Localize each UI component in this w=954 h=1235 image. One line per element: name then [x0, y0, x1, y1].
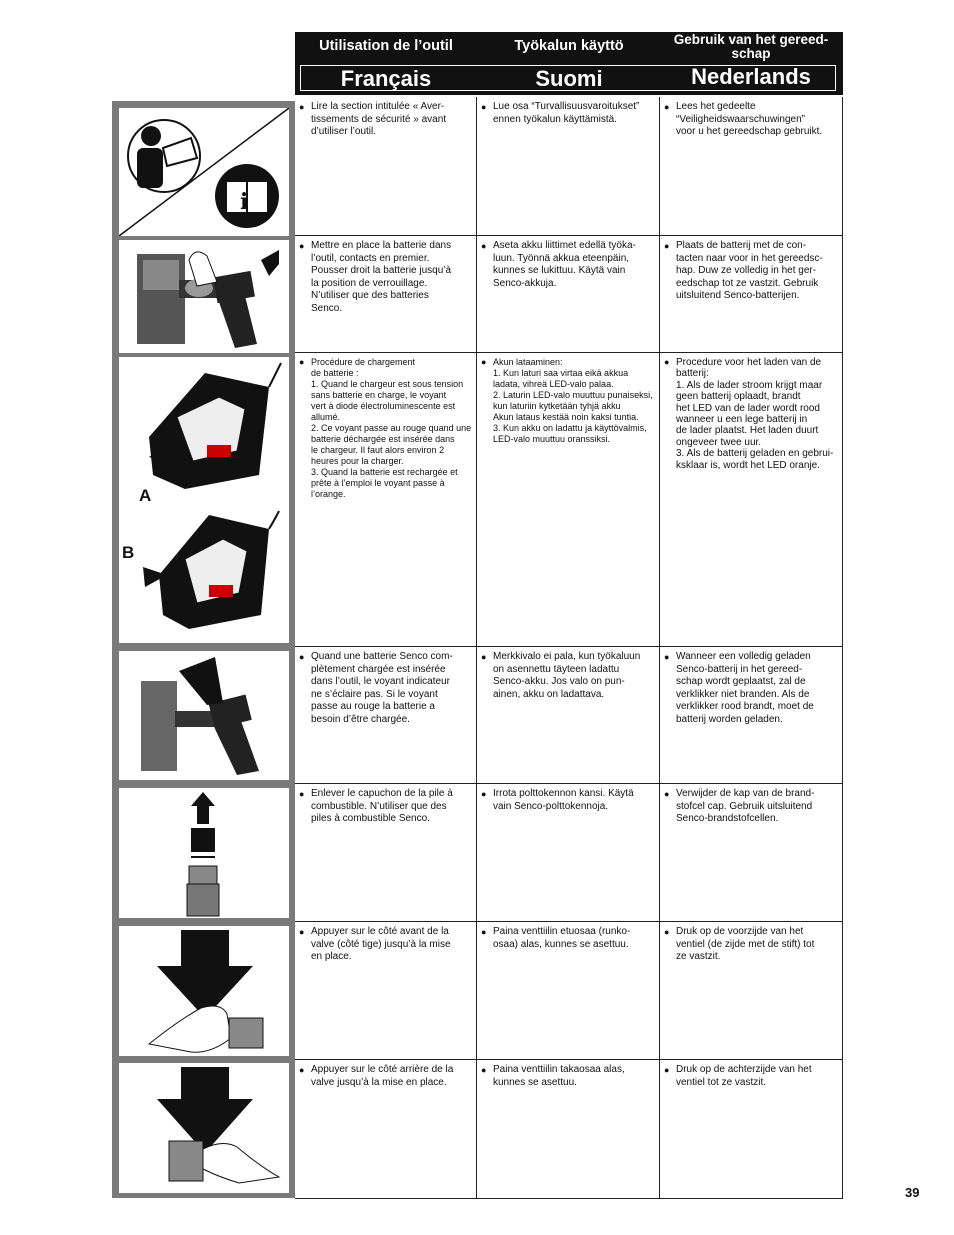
table-row-2-french	[295, 236, 477, 353]
illustration-column	[112, 101, 295, 1198]
header-language-frame	[300, 65, 836, 91]
table-row-7-finnish	[477, 1060, 660, 1199]
fuel-cell-cap-illustration	[119, 788, 289, 918]
table-row-7-french	[295, 1060, 477, 1199]
text-row-5-finnish: ● Irrota polttokennon kansi. Käytä vain Senco-polttokennoja.	[481, 788, 655, 813]
valve-front-illustration	[119, 926, 289, 1056]
table-row-3-french	[295, 353, 477, 647]
instruction-table	[295, 97, 843, 1199]
header-subtitle-dutch: Gebruik van het gereed- schap	[673, 32, 829, 61]
text-row-6-finnish: ● Paina venttiilin etuosaa (runko- osaa) alas, kunnes se asettuu.	[481, 926, 655, 951]
text-row-4-finnish: ● Merkkivalo ei pala, kun työkaluun on asennettu täyteen ladattu Senco-akku. Jos valo on pun- ainen, akku on ladattava.	[481, 651, 655, 701]
table-row-3-finnish	[477, 353, 660, 647]
table-row-1-dutch	[660, 97, 843, 236]
indicator-illustration	[119, 651, 289, 780]
table-row-5-dutch	[660, 784, 843, 922]
text-row-3-french: ● Procédure de chargement de batterie : 1. Quand le chargeur est sous tension sans batterie en charge, le voyant vert à diode électroluminescente est allumé. 2. Ce voyant passe au rouge quand une batterie déchargée est insérée dans le chargeur. Il faut alors environ 2 heures pour la charger. 3. Quand la batterie est rechargée et prête à l’emploi le voyant passe à l’orange.	[299, 357, 472, 500]
battery-insert-illustration	[119, 240, 289, 353]
table-row-7-dutch	[660, 1060, 843, 1199]
table-row-5-finnish	[477, 784, 660, 922]
table-row-4-french	[295, 647, 477, 784]
language-header	[295, 32, 843, 95]
table-row-3-dutch	[660, 353, 843, 647]
text-row-6-french: ● Appuyer sur le côté avant de la valve (côté tige) jusqu’à la mise en place.	[299, 926, 472, 964]
charger-illustration	[119, 357, 289, 643]
table-row-1-finnish	[477, 97, 660, 236]
table-row-4-finnish	[477, 647, 660, 784]
page-number: 39	[905, 1185, 920, 1200]
charger-a-icon	[149, 363, 281, 489]
table-row-2-dutch	[660, 236, 843, 353]
table-row-6-dutch	[660, 922, 843, 1060]
text-row-1-dutch: ● Lees het gedeelte “Veiligheidswaarschuwingen” voor u het gereedschap gebruikt.	[664, 101, 838, 139]
table-row-2-finnish	[477, 236, 660, 353]
text-row-5-french: ● Enlever le capuchon de la pile à combustible. N’utiliser que des piles à combustible Senco.	[299, 788, 472, 826]
text-row-3-dutch: ● Procedure voor het laden van de batterij: 1. Als de lader stroom krijgt maar geen batterij oplaadt, brandt het LED van de lader wordt rood wanneer u een lege batterij in de lader plaatst. Het laden duurt ongeveer twee uur. 3. Als de batterij geladen en gebrui- ksklaar is, wordt het LED oranje.	[664, 357, 838, 471]
table-row-6-finnish	[477, 922, 660, 1060]
text-row-2-finnish: ● Aseta akku liittimet edellä työka- luun. Työnnä akkua eteenpäin, kunnes se lukittuu. Käytä vain Senco-akkuja.	[481, 240, 655, 290]
header-language-french: Français	[340, 66, 432, 91]
charger-b-icon	[143, 511, 279, 629]
table-row-1-french	[295, 97, 477, 236]
table-row-6-french	[295, 922, 477, 1060]
text-row-2-dutch: ● Plaats de batterij met de con- tacten naar voor in het gereedsc- hap. Duw ze volledig in het ger- eedschap tot ze vastzit. Gebruik uitsluitend Senco-batterijen.	[664, 240, 838, 303]
text-row-7-finnish: ● Paina venttiilin takaosaa alas, kunnes se asettuu.	[481, 1064, 655, 1089]
header-subtitle-french: Utilisation de l’outil	[319, 38, 453, 54]
text-row-3-finnish: ● Akun lataaminen: 1. Kun laturi saa virtaa eikä akkua ladata, vihreä LED-valo palaa. 2. Laturin LED-valo muuttuu punaiseksi, kun laturiin kytketään tyhjä akku Akun lataus kestää noin kaksi tuntia. 3. Kun akku on ladattu ja käyttövalmis, LED-valo muuttuu oranssiksi.	[481, 357, 655, 445]
header-subtitle-finnish: Työkalun käyttö	[514, 38, 624, 54]
text-row-4-dutch: ● Wanneer een volledig geladen Senco-batterij in het gereed- schap wordt geplaatst, zal de verklikker niet branden. Als de verklikker rood brandt, moet de batterij worden geladen.	[664, 651, 838, 727]
label-a: A	[139, 486, 152, 505]
header-language-dutch: Nederlands	[691, 64, 811, 89]
table-row-4-dutch	[660, 647, 843, 784]
label-b: B	[122, 543, 135, 562]
svg-text:i: i	[240, 189, 249, 215]
text-row-5-dutch: ● Verwijder de kap van de brand- stofcel cap. Gebruik uitsluitend Senco-brandstofcellen.	[664, 788, 838, 826]
text-row-1-french: ● Lire la section intitulée « Aver- tissements de sécurité » avant d’utiliser l’outil.	[299, 101, 472, 139]
text-row-6-dutch: ● Druk op de voorzijde van het ventiel (de zijde met de stift) tot ze vastzit.	[664, 926, 838, 964]
table-row-5-french	[295, 784, 477, 922]
read-manual-illustration	[119, 108, 289, 236]
text-row-7-dutch: ● Druk op de achterzijde van het ventiel tot ze vastzit.	[664, 1064, 838, 1089]
text-row-7-french: ● Appuyer sur le côté arrière de la valve jusqu’à la mise en place.	[299, 1064, 472, 1089]
text-row-4-french: ● Quand une batterie Senco com- plètement chargée est insérée dans l’outil, le voyant indicateur ne s’éclaire pas. Si le voyant passe au rouge la batterie a besoin d’être chargée.	[299, 651, 472, 727]
text-row-2-french: ● Mettre en place la batterie dans l’outil, contacts en premier. Pousser droit la batterie jusqu’à la position de verrouillage. N’utiliser que des batteries Senco.	[299, 240, 472, 316]
header-language-finnish: Suomi	[535, 66, 603, 91]
valve-rear-illustration	[119, 1063, 289, 1193]
text-row-1-finnish: ● Lue osa “Turvallisuusvaroitukset” ennen työkalun käyttämistä.	[481, 101, 655, 126]
